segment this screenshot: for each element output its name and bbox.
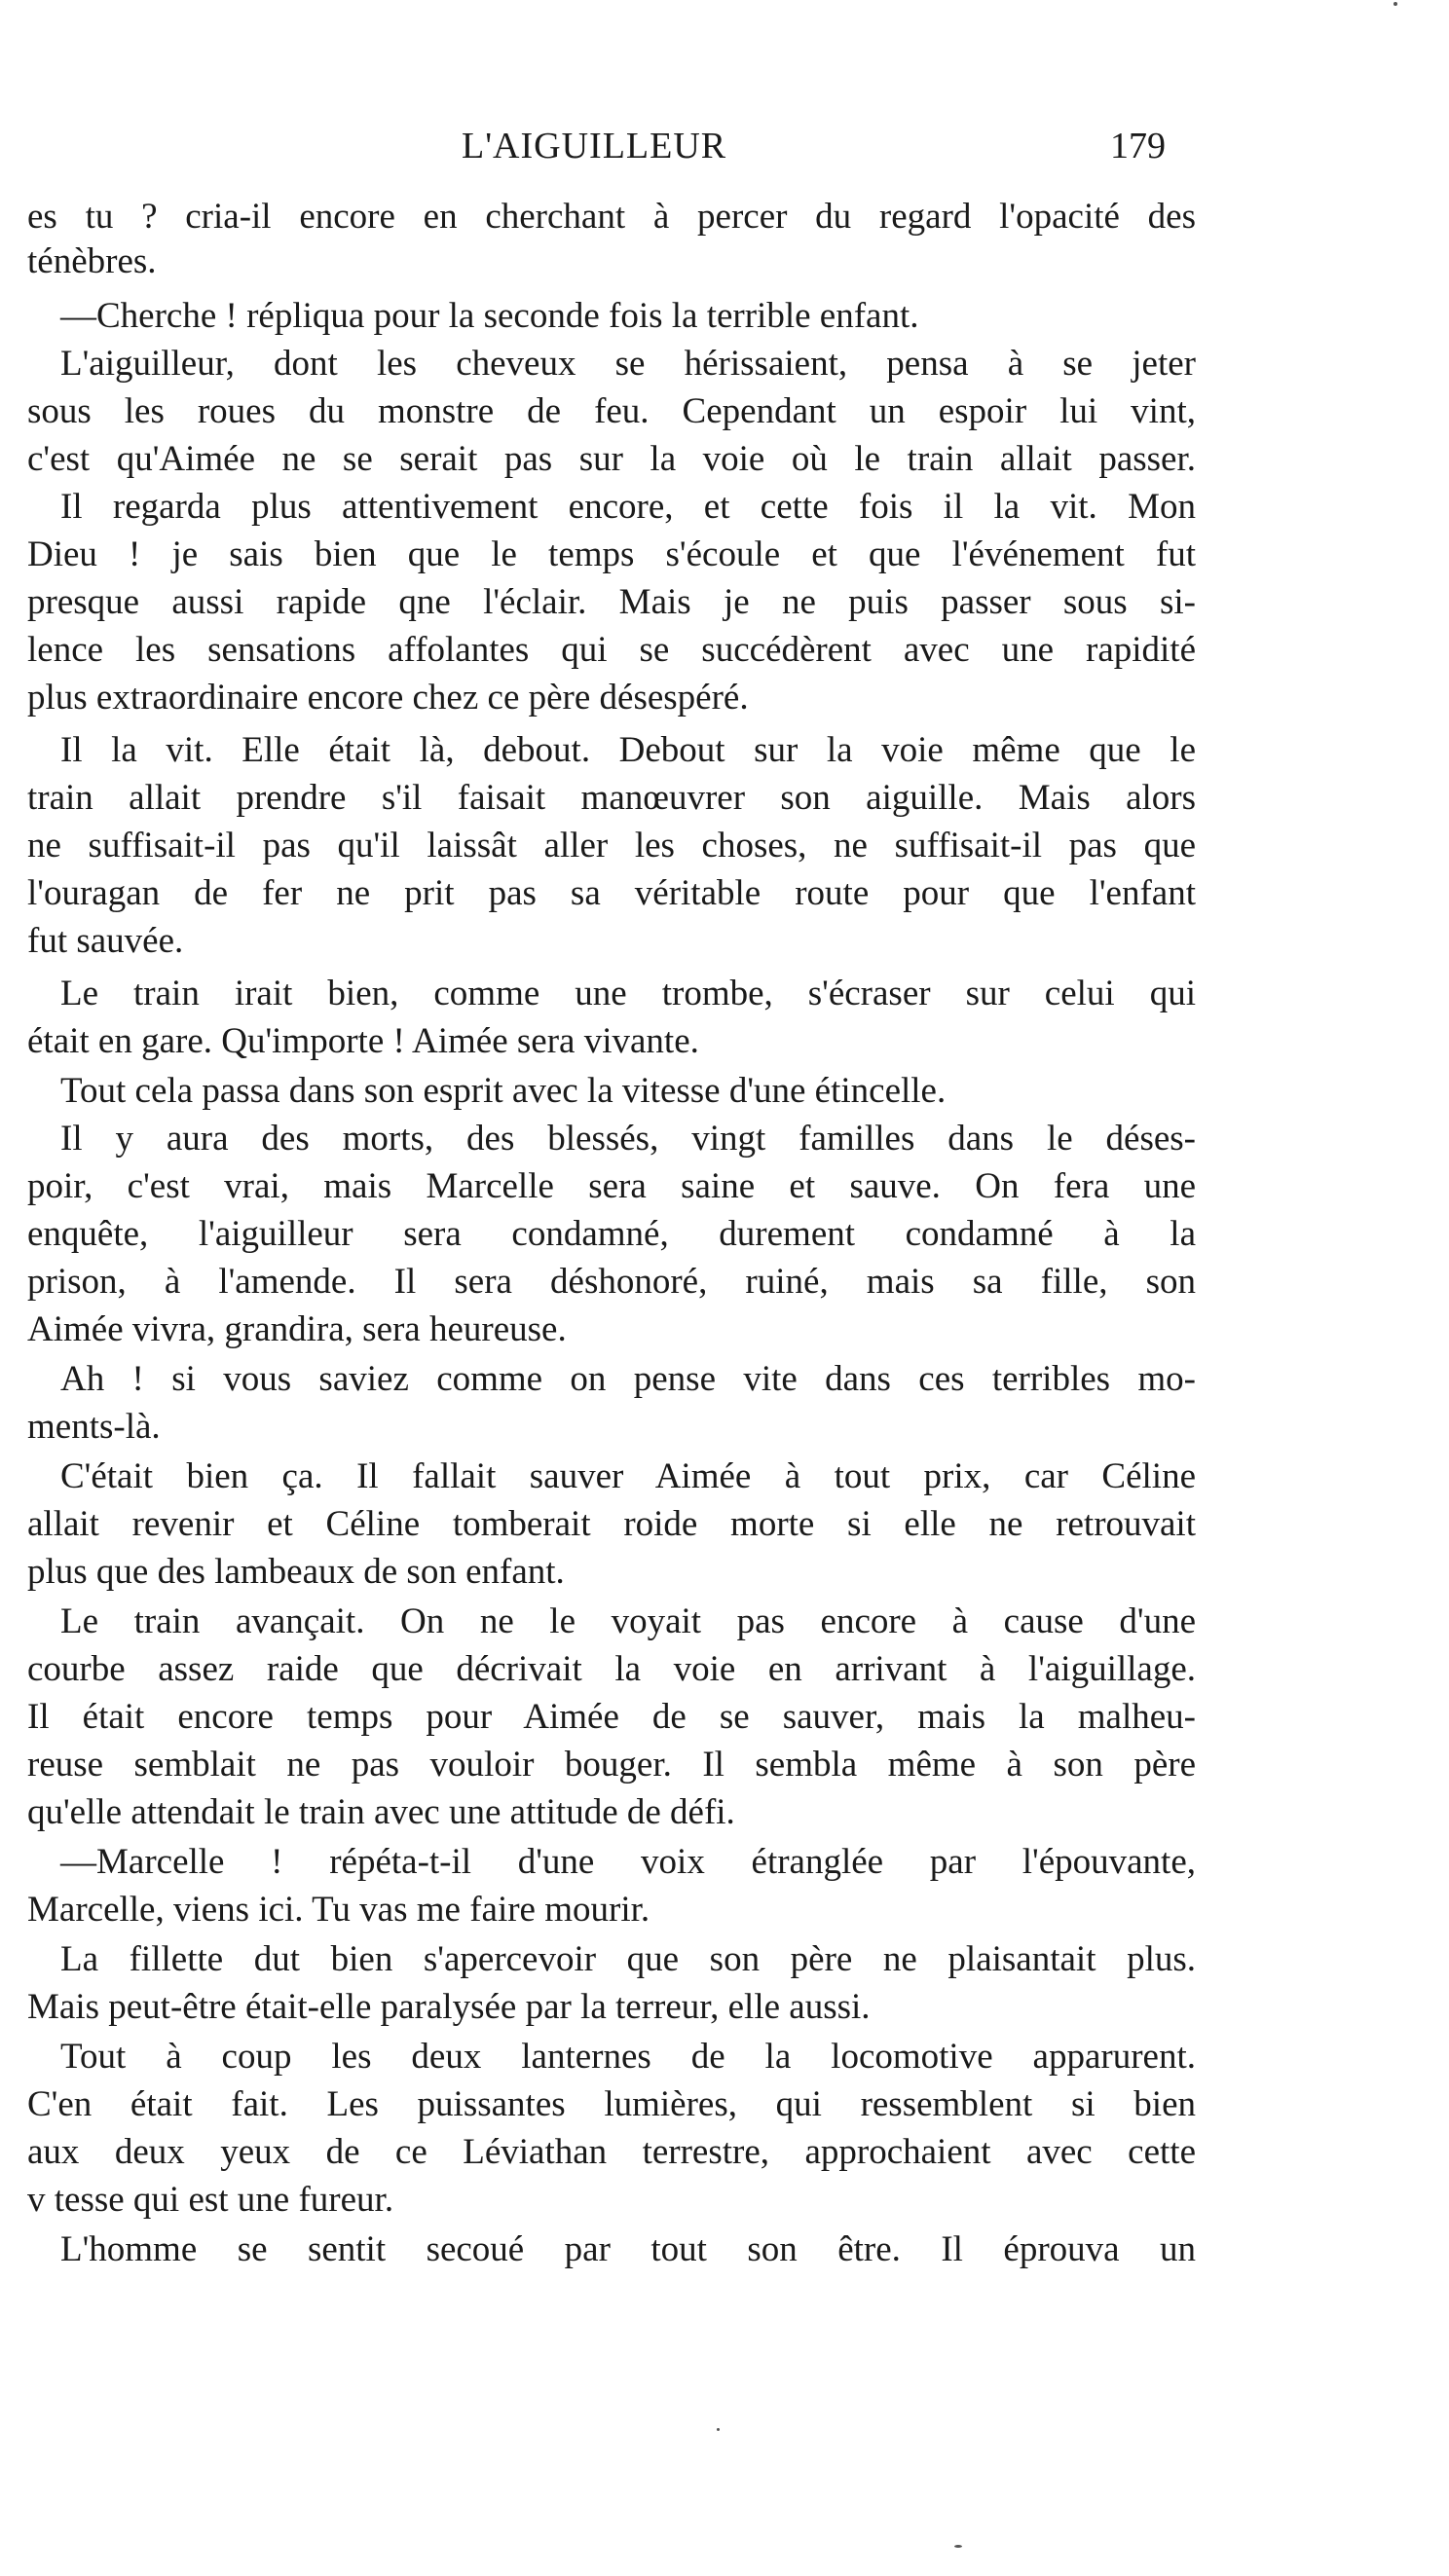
running-title: L'AIGUILLEUR: [462, 126, 727, 166]
text-line: train allait prendre s'il faisait manœuvrer son aiguille. Mais alors: [27, 778, 1196, 818]
text-line: es tu ? cria-il encore en cherchant à percer du regard l'opacité des: [27, 197, 1196, 237]
text-line: —Cherche ! répliqua pour la seconde fois la terrible enfant.: [60, 296, 919, 336]
text-line: fut sauvée.: [27, 921, 184, 961]
text-line: sous les roues du monstre de feu. Cependant un espoir lui vint,: [27, 391, 1196, 431]
text-line: lence les sensations affolantes qui se succédèrent avec une rapidité: [27, 630, 1196, 670]
text-line: ténèbres.: [27, 241, 157, 281]
text-line: ne suffisait-il pas qu'il laissât aller les choses, ne suffisait-il pas que: [27, 826, 1196, 865]
text-line: allait revenir et Céline tomberait roide morte si elle ne retrouvait: [27, 1504, 1196, 1544]
text-line: courbe assez raide que décrivait la voie en arrivant à l'aiguillage.: [27, 1649, 1196, 1689]
text-line: était en gare. Qu'importe ! Aimée sera vivante.: [27, 1021, 699, 1061]
text-line: plus que des lambeaux de son enfant.: [27, 1552, 565, 1592]
text-line: prison, à l'amende. Il sera déshonoré, ruiné, mais sa fille, son: [27, 1262, 1196, 1302]
text-line: poir, c'est vrai, mais Marcelle sera saine et sauve. On fera une: [27, 1166, 1196, 1206]
text-line: Il était encore temps pour Aimée de se sauver, mais la malheu-: [27, 1697, 1196, 1737]
text-line: Le train irait bien, comme une trombe, s'écraser sur celui qui: [60, 974, 1196, 1013]
print-speck: [954, 2545, 962, 2548]
text-line: c'est qu'Aimée ne se serait pas sur la voie où le train allait passer.: [27, 439, 1196, 479]
text-line: Ah ! si vous saviez comme on pense vite dans ces terribles mo-: [60, 1359, 1196, 1399]
text-line: Le train avançait. On ne le voyait pas encore à cause d'une: [60, 1601, 1196, 1641]
text-line: presque aussi rapide qne l'éclair. Mais je ne puis passer sous si-: [27, 582, 1196, 622]
text-line: C'était bien ça. Il fallait sauver Aimée à tout prix, car Céline: [60, 1456, 1196, 1496]
page-number: 179: [1110, 126, 1166, 166]
text-line: v tesse qui est une fureur.: [27, 2180, 394, 2220]
text-line: Il regarda plus attentivement encore, et cette fois il la vit. Mon: [60, 487, 1196, 527]
text-line: L'aiguilleur, dont les cheveux se hérissaient, pensa à se jeter: [60, 344, 1196, 384]
text-line: ments-là.: [27, 1407, 161, 1447]
text-line: l'ouragan de fer ne prit pas sa véritable route pour que l'enfant: [27, 873, 1196, 913]
text-line: —Marcelle ! répéta-t-il d'une voix étranglée par l'épouvante,: [60, 1842, 1196, 1882]
text-line: La fillette dut bien s'apercevoir que son père ne plaisantait plus.: [60, 1939, 1196, 1979]
text-line: L'homme se sentit secoué par tout son être. Il éprouva un: [60, 2229, 1196, 2269]
text-line: plus extraordinaire encore chez ce père désespéré.: [27, 678, 749, 718]
text-line: Aimée vivra, grandira, sera heureuse.: [27, 1309, 567, 1349]
text-line: C'en était fait. Les puissantes lumières, qui ressemblent si bien: [27, 2084, 1196, 2124]
text-line: Mais peut-être était-elle paralysée par la terreur, elle aussi.: [27, 1987, 871, 2027]
text-line: enquête, l'aiguilleur sera condamné, durement condamné à la: [27, 1214, 1196, 1254]
text-line: Tout à coup les deux lanternes de la locomotive apparurent.: [60, 2037, 1196, 2077]
text-line: Il y aura des morts, des blessés, vingt familles dans le déses-: [60, 1119, 1196, 1159]
print-speck: [717, 2428, 720, 2431]
text-line: Il la vit. Elle était là, debout. Debout sur la voie même que le: [60, 730, 1196, 770]
print-speck: [1393, 2, 1397, 6]
text-line: reuse semblait ne pas vouloir bouger. Il sembla même à son père: [27, 1745, 1196, 1785]
text-line: Marcelle, viens ici. Tu vas me faire mourir.: [27, 1890, 650, 1930]
text-line: Tout cela passa dans son esprit avec la vitesse d'une étincelle.: [60, 1071, 947, 1111]
text-line: Dieu ! je sais bien que le temps s'écoule et que l'événement fut: [27, 534, 1196, 574]
text-line: qu'elle attendait le train avec une attitude de défi.: [27, 1792, 735, 1832]
text-line: aux deux yeux de ce Léviathan terrestre, approchaient avec cette: [27, 2132, 1196, 2172]
